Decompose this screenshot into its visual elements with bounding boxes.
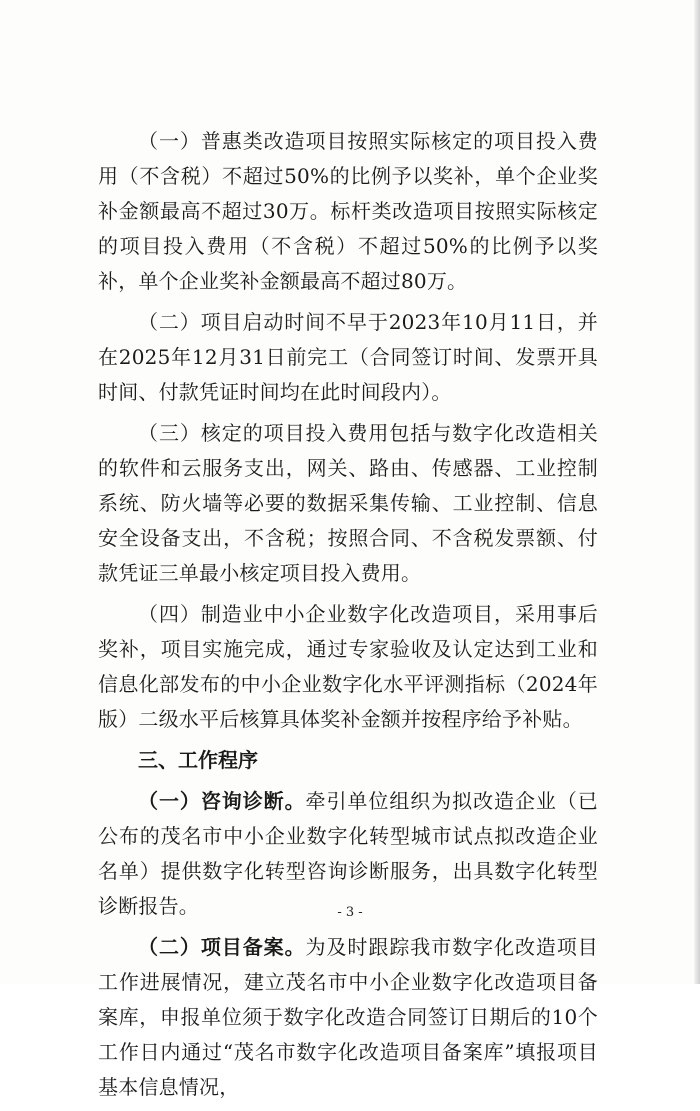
lead-project-filing: （二）项目备案。: [138, 935, 306, 959]
paragraph-subsidy-ratio: （一）普惠类改造项目按照实际核定的项目投入费用（不含税）不超过50%的比例予以奖补，单个企业奖补金额最高不超过30万。标杆类改造项目按照实际核定的项目投入费用（不含税）不超过50%的比例予以奖补，单个企业奖补金额最高不超过80万。: [98, 129, 598, 293]
paragraph-project-filing: [98, 930, 598, 1105]
paragraph-post-subsidy: （四）制造业中小企业数字化改造项目，采用事后奖补，项目实施完成，通过专家验收及认定达到工业和信息化部发布的中小企业数字化水平评测指标（2024年版）二级水平后核算具体奖补金额并按程序给予补贴。: [98, 602, 598, 731]
paragraph-consultation-diagnosis: [98, 784, 598, 924]
text-consultation-diagnosis: 牵引单位组织为拟改造企业（已公布的茂名市中小企业数字化转型城市试点拟改造企业名单）提供数字化转型咨询诊断服务，出具数字化转型诊断报告。: [98, 789, 598, 918]
page-edge-shadow: [694, 0, 700, 984]
page-number: - 3 -: [337, 905, 363, 920]
paragraph-eligible-costs: （三）核定的项目投入费用包括与数字化改造相关的软件和云服务支出，网关、路由、传感器、工业控制系统、防火墙等必要的数据采集传输、工业控制、信息安全设备支出，不含税；按照合同、不含税发票额、付款凭证三单最小核定项目投入费用。: [98, 421, 598, 585]
paragraph-project-timeline: （二）项目启动时间不早于2023年10月11日，并在2025年12月31日前完工（合同签订时间、发票开具时间、付款凭证时间均在此时间段内）。: [98, 310, 598, 404]
section-heading-work-procedure: 三、工作程序: [138, 748, 258, 772]
lead-consultation-diagnosis: （一）咨询诊断。: [138, 789, 306, 813]
text-project-filing: 为及时跟踪我市数字化改造项目工作进展情况，建立茂名市中小企业数字化改造项目备案库，申报单位须于数字化改造合同签订日期后的10个工作日内通过“茂名市数字化改造项目备案库”填报项目基本信息情况，: [98, 935, 598, 1099]
document-body: [98, 124, 598, 1111]
